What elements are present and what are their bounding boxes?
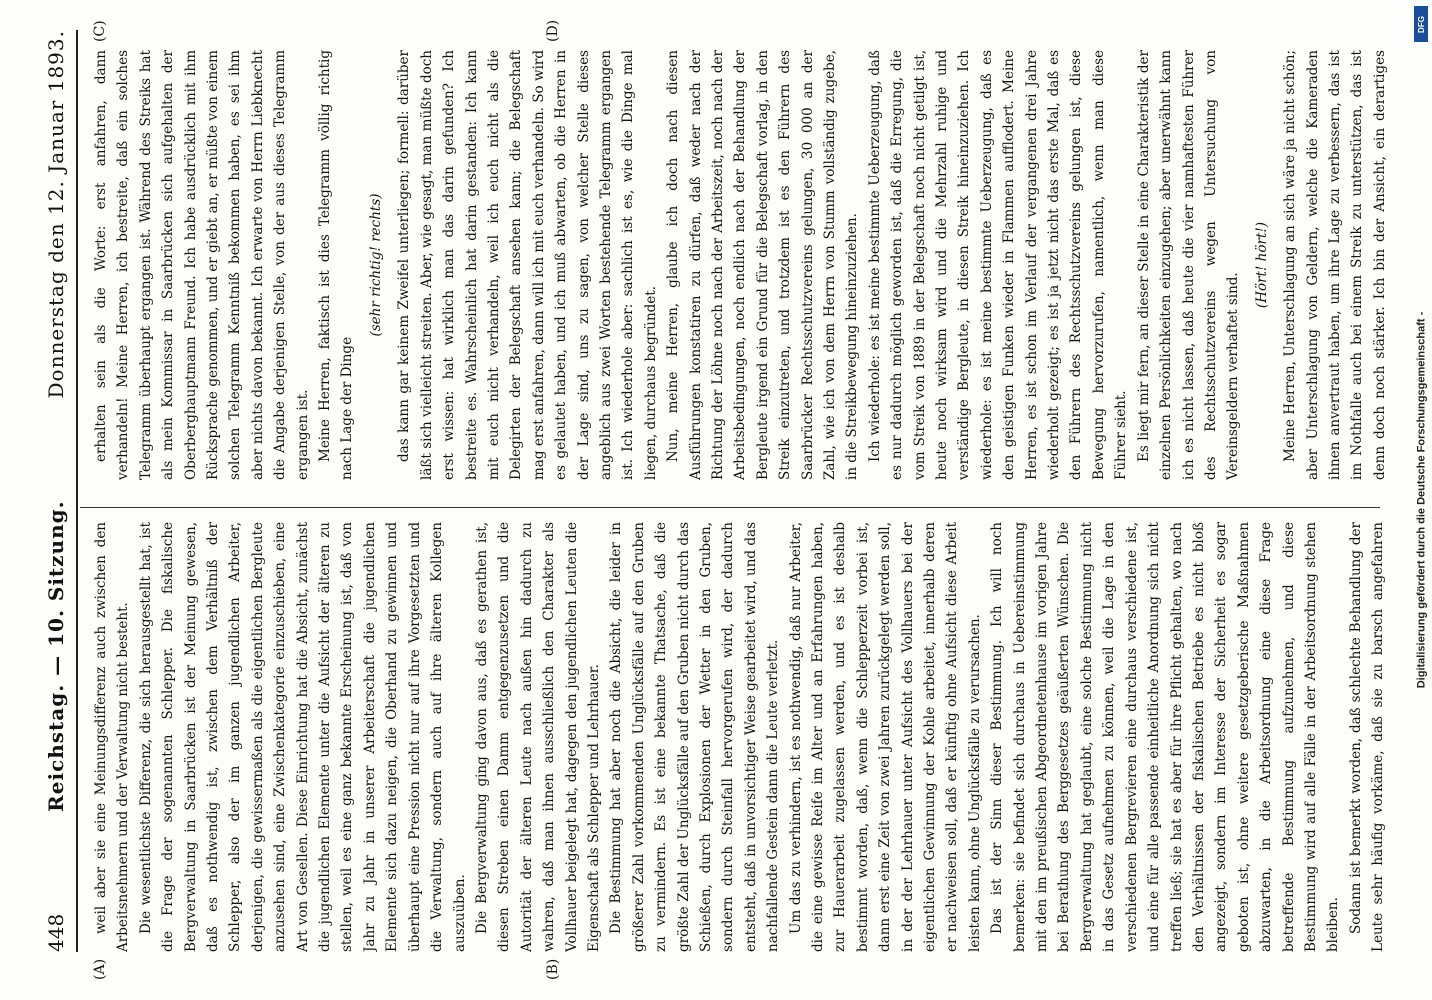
page-header bbox=[36, 30, 78, 952]
paragraph: erhalten sein als die Worte: erst anfahren, dann verhandeln! Meine Herren, ich bestreite, daß ein solches Telegramm überhaupt ergangen ist. Während des Streiks hat als mein Kommissar in Saarbrücken sich aufgehalten der Oberberghauptmann Freund. Ich habe ausdrücklich mit ihm Rücksprache genommen, und er giebt an, er müßte von einem solchen Telegramm Kenntniß bekommen haben, es sei ihm aber nichts davon bekannt. Ich erwarte von Herrn Liebknecht die Angabe derjenigen Stelle, von der aus dieses Telegramm ergangen ist. bbox=[93, 50, 311, 480]
margin-marker-b: (B) bbox=[545, 958, 561, 980]
paragraph: Sodann ist bemerkt worden, daß schlechte Behandlung der Leute sehr häufig vorkäme, daß sie zu barsch angefahren bbox=[1347, 522, 1387, 952]
digitization-credit: Digitalisierung gefördert durch die Deutsche Forschungsgemeinschaft - bbox=[1415, 311, 1428, 689]
paragraph: weil aber sie eine Meinungsdifferenz auch zwischen den Arbeitsnehmern und der Verwaltung nicht besteht. bbox=[93, 522, 132, 952]
margin-marker-c: (C) bbox=[92, 20, 108, 42]
paragraph: Die Bestimmung hat aber noch die Absicht, die leider in größerer Zahl vorkommenden Unglücksfälle auf den Gruben zu vermindern. Es ist eine bekannte Thatsache, daß die größte Zahl der Unglücksfälle auf den Gruben nicht durch das Schießen, durch Explosionen der Wetter in den Gruben, sondern durch Steinfall hervorgerufen wird, der dadurch entsteht, daß in unvorsichtiger Weise gearbeitet wird, und das nachfallende Gestein dann die Leute verletzt. bbox=[608, 522, 782, 952]
page-title: Reichstag. — 10. Sitzung. bbox=[44, 500, 68, 812]
right-text-column bbox=[90, 50, 1390, 480]
dfg-logo bbox=[1414, 6, 1428, 42]
paragraph: Ich wiederhole: es ist meine bestimmte Ueberzeugung, daß es nur dadurch möglich geworden ist, daß die Erregung, die vom Streik von 1889 in der Belegschaft noch nicht getilgt ist, heute noch wirksam wird und die Mehrzahl ruhige und verständige Bergleute, in diesen Streik hineinzuziehen. Ich wiederhole: es ist meine bestimmte Ueberzeugung, daß es den geistigen Funken wieder in Flammen aufflodert. Meine Herren, es ist schon im Verlauf der vergangenen drei Jahre wiederholt gezeigt; es ist ja jetzt nicht das erste Mal, daß es den Führern des Rechtsschutzvereins gelungen ist, diese Bewegung hervorzurufen, namentlich, wenn man diese Führer sieht. bbox=[866, 50, 1130, 480]
paragraph: Meine Herren, faktisch ist dies Telegramm völlig richtig nach Lage der Dinge bbox=[317, 50, 356, 480]
paragraph: Um das zu verhindern, ist es nothwendig, daß nur Arbeiter, die eine gewisse Reife im Alter und an Erfahrungen haben, zur Hauerarbeit zugelassen werden, und es ist deshalb bestimmt worden, daß, wenn die Schlepperzeit vorbei ist, dann erst eine Zeit von zwei Jahren zurückgelegt werden soll, in der der Lehrhauer unter Aufsicht des Vollhauers bei der eigentlichen Gewinnung der Kohle arbeitet, innerhalb deren er nachweisen soll, daß er künftig ohne Aufsicht diese Arbeit leisten kann, ohne Unglücksfälle zu verursachen. bbox=[787, 522, 983, 952]
paragraph: das kann gar keinem Zweifel unterliegen; formell: darüber läßt sich vielleicht streiten. Aber, wie gesagt, man müßte doch erst wissen: hat wirklich man das darin gefunden? Ich bestreite es. Wahrscheinlich hat darin gestanden: Ich kann mit euch nicht verhandeln, weil ich euch nicht als die Delegirten der Belegschaft ansehen kann; die Belegschaft mag erst anfahren, dann will ich mit euch verhandeln. So wird es gelautet haben, und ich muß abwarten, ob die Herren in der Lage sind, uns zu sagen, von welcher Stelle dieses angeblich aus zwei Worten bestehende Telegramm ergangen ist. Ich wiederhole aber: sachlich ist es, wie die Dinge mal liegen, durchaus begründet. bbox=[396, 50, 659, 480]
session-date: Donnerstag den 12. Januar 1893. bbox=[44, 30, 68, 399]
digitization-credit-strip bbox=[1410, 0, 1432, 1000]
page-number: 448 bbox=[44, 913, 68, 952]
paragraph: Es liegt mir fern, an dieser Stelle in eine Charakteristik der einzelnen Persönlichkeiten einzugehen; aber unerwähnt kann ich es nicht lassen, daß heute die vier namhaftesten Führer des Rechtsschutzvereins wegen Untersuchung von Vereinsgeldern verhaftet sind. bbox=[1135, 50, 1242, 480]
dfg-logo-text: DFG bbox=[1416, 15, 1426, 33]
interjection: (sehr richtig! rechts) bbox=[367, 193, 384, 337]
margin-marker-a: (A) bbox=[92, 958, 108, 980]
paragraph: Meine Herren, Unterschlagung an sich wäre ja nicht schön; aber Unterschlagung von Geldern, welche die Kameraden ihnen anvertraut haben, um ihre Lage zu verbessern, das ist im Nothfalle auch bei einem Streik zu unterstützen, das ist denn doch noch stärker. Ich bin der Ansicht, ein derartiges bbox=[1282, 50, 1388, 480]
paragraph: Das ist der Sinn dieser Bestimmung. Ich will noch bemerken: sie befindet sich durchaus in Uebereinstimmung mit den im preußischen Abgeordnetenhause im vorigen Jahre bei Berathung des Berggesetzes geäußerten Wünschen. Die Bergverwaltung hat geglaubt, eine solche Bestimmung nicht in das Gesetz aufnehmen zu können, weil die Lage in den verschiedenen Bergrevieren eine durchaus verschiedene ist, und eine für alle passende einheitliche Anordnung sich nicht treffen ließ; sie hat es aber für ihre Pflicht gehalten, wo nach den Verhältnissen der fiskalischen Betriebe es nicht bloß angezeigt, sondern im Interesse der Sicherheit es sogar geboten ist, ohne weitere gesetzgeberische Maßnahmen abzuwarten, in die Arbeitsordnung eine diese Frage betreffende Bestimmung aufzunehmen, und diese Bestimmung wird auf alle Fälle in der Arbeitsordnung stehen bleiben. bbox=[989, 522, 1342, 952]
column-divider bbox=[80, 507, 1380, 508]
paragraph: Die Bergverwaltung ging davon aus, daß es gerathen ist, diesen Streben einen Damm entgegenzusetzen und die Autorität der älteren Leute nach außen hin dadurch zu wahren, daß man ihnen ausschließlich den Charakter als Vollhauer beigelegt hat, dagegen den jugendlichen Leuten die Eigenschaft als Schlepper und Lehrhauer. bbox=[473, 522, 602, 952]
paragraph: Die wesentlichste Differenz, die sich herausgestellt hat, ist die Frage der sogenannten Schlepper. Die fiskalische Bergverwaltung in Saarbrücken ist der Meinung gewesen, daß es nothwendig ist, zwischen dem Verhältniß der Schlepper, also der im ganzen jugendlichen Arbeiter, derjenigen, die gewissermaßen als die eigentlichen Bergleute anzusehen sind, eine Zwischenkategorie einzuschieben, eine Art von Gesellen. Diese Einrichtung hat die Absicht, zunächst die jugendlichen Elemente unter die Aufsicht der älteren zu stellen, weil es eine ganz bekannte Erscheinung ist, daß von Jahr zu Jahr in unserer Arbeiterschaft die jugendlichen Elemente sich dazu neigen, die Oberhand zu gewinnen und überhaupt eine Pression nicht nur auf ihre Vorgesetzten und die Verwaltung, sondern auch auf ihre älteren Kollegen auszuüben. bbox=[137, 522, 468, 952]
left-text-column bbox=[90, 522, 1390, 952]
margin-marker-d: (D) bbox=[545, 19, 561, 42]
interjection: (Hört! hört!) bbox=[1253, 221, 1270, 309]
paragraph: Nun, meine Herren, glaube ich doch nach diesen Ausführungen konstatiren zu dürfen, daß weder nach der Richtung der Löhne noch nach der Arbeitszeit, noch nach der Arbeitsbedingungen, noch endlich nach der Behandlung der Bergleute irgend ein Grund für die Belegschaft vorlag, in den Streik einzutreten, und trotzdem ist es den Führern des Saarbrücker Rechtsschutzvereins gelungen, 30 000 an der Zahl, wie ich von dem Herrn von Stumm vollständig zugebe, in die Streikbewegung hineinzuziehen. bbox=[665, 50, 861, 480]
